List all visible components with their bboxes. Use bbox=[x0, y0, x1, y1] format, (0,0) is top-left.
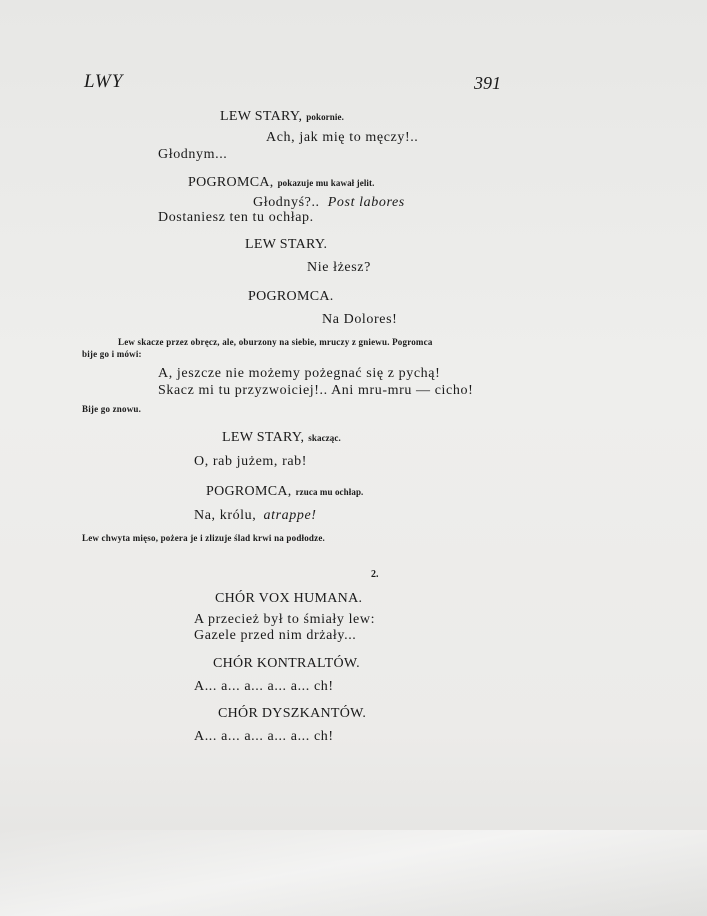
stage-direction-inline: rzuca mu ochłap. bbox=[295, 487, 364, 497]
stage-direction-inline: pokornie. bbox=[306, 112, 344, 122]
page-light-smudge bbox=[0, 830, 707, 916]
speaker-name: LEW STARY, bbox=[222, 430, 305, 445]
verse-line: A... a... a... a... a... ch! bbox=[194, 679, 334, 694]
chorus-name: CHÓR KONTRALTÓW. bbox=[213, 656, 360, 671]
verse-line bbox=[194, 509, 317, 523]
verse-line: A, jeszcze nie możemy pożegnać się z pychą! bbox=[158, 366, 441, 381]
speaker-heading bbox=[206, 483, 363, 499]
speaker-heading bbox=[222, 429, 341, 445]
verse-line: Nie łżesz? bbox=[307, 260, 371, 275]
speaker-name: LEW STARY. bbox=[245, 237, 328, 252]
verse-line bbox=[253, 196, 405, 210]
chorus-name: CHÓR DYSZKANTÓW. bbox=[218, 706, 367, 721]
verse-line: Ach, jak mię to męczy!.. bbox=[266, 130, 419, 145]
verse-line: A przecież był to śmiały lew: bbox=[194, 612, 376, 627]
page-number: 391 bbox=[474, 73, 501, 93]
verse-line: A... a... a... a... a... ch! bbox=[194, 729, 334, 744]
stage-direction-inline: skacząc. bbox=[308, 433, 341, 443]
speaker-heading bbox=[188, 174, 374, 190]
verse-line: Dostaniesz ten tu ochłap. bbox=[158, 210, 314, 225]
verse-fragment-italic: atrappe! bbox=[263, 508, 317, 523]
verse-fragment-italic: Post labores bbox=[327, 195, 405, 210]
verse-line: O, rab jużem, rab! bbox=[194, 454, 308, 469]
stage-direction: Lew skacze przez obręcz, ale, oburzony na siebie, mruczy z gniewu. Pogromca bbox=[118, 337, 433, 347]
verse-line: Gazele przed nim drżały... bbox=[194, 628, 357, 643]
section-number: 2. bbox=[371, 569, 379, 580]
verse-fragment: Na, królu, bbox=[194, 508, 257, 523]
verse-fragment: Głodnyś?.. bbox=[253, 195, 320, 210]
stage-direction: bije go i mówi: bbox=[82, 349, 142, 359]
verse-line: Skacz mi tu przyzwoiciej!.. Ani mru-mru — cicho! bbox=[158, 383, 474, 398]
verse-line: Głodnym... bbox=[158, 147, 228, 162]
chorus-name: CHÓR VOX HUMANA. bbox=[215, 591, 363, 606]
stage-direction: Bije go znowu. bbox=[82, 404, 142, 414]
verse-line: Na Dolores! bbox=[322, 312, 398, 327]
speaker-name: POGROMCA, bbox=[188, 175, 274, 190]
speaker-heading bbox=[220, 108, 344, 124]
running-head-title: LWY bbox=[84, 71, 124, 92]
speaker-name: POGROMCA, bbox=[206, 484, 292, 499]
stage-direction-inline: pokazuje mu kawał jelit. bbox=[277, 178, 375, 188]
speaker-name: LEW STARY, bbox=[220, 109, 303, 124]
stage-direction: Lew chwyta mięso, pożera je i zlizuje ślad krwi na podłodze. bbox=[82, 533, 325, 543]
speaker-name: POGROMCA. bbox=[248, 289, 334, 304]
